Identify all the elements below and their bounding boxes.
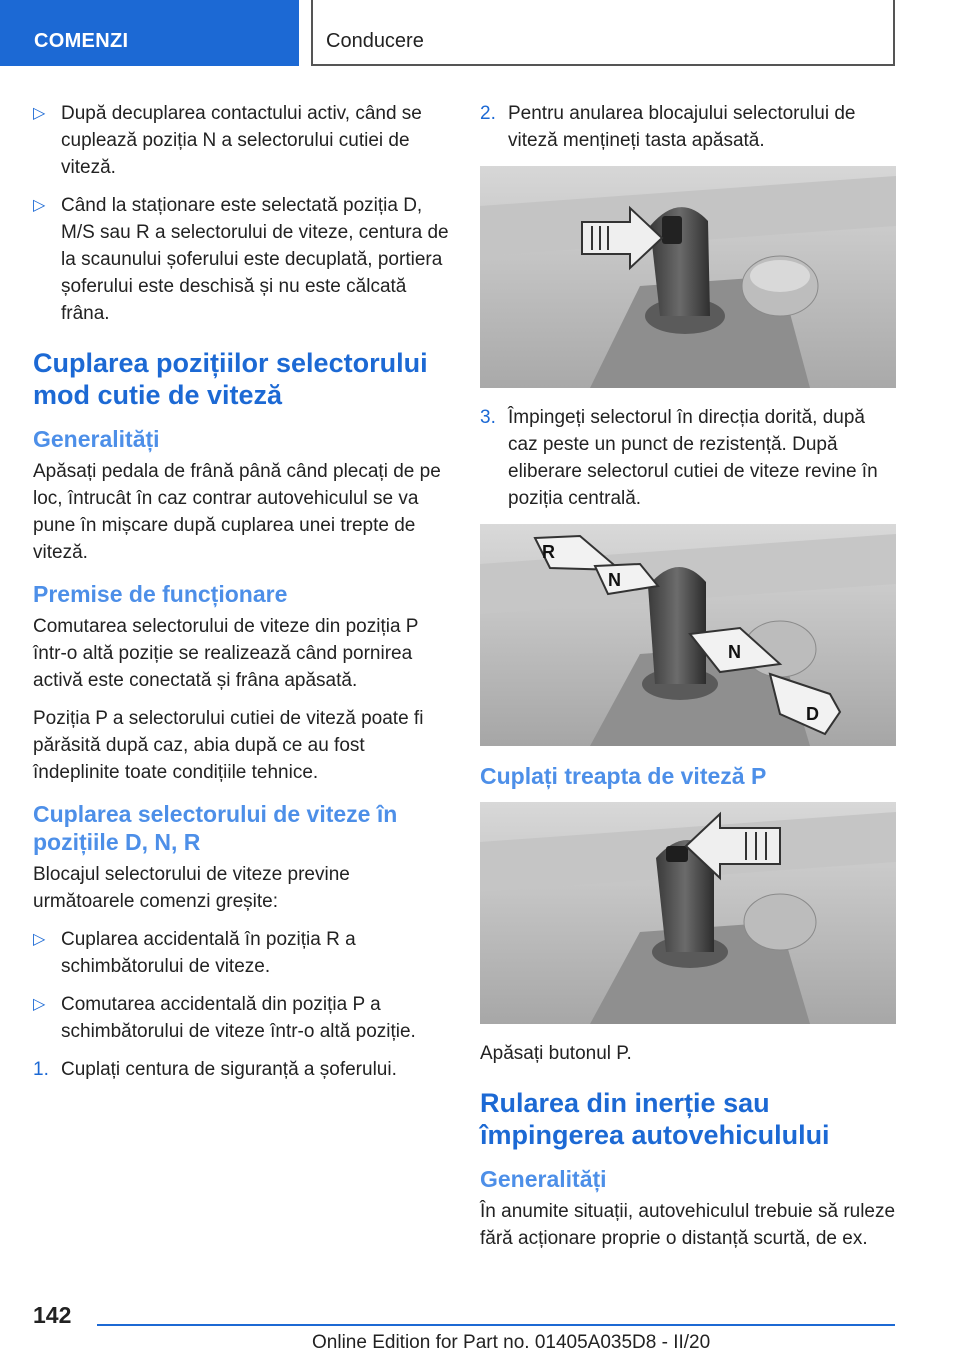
triangle-bullet-icon: ▷ [33,931,46,948]
step-number: 3. [480,407,496,428]
figure-selector-unlock [480,166,896,388]
selector-directions-illustration [480,524,896,746]
figure-label-n-lower: N [728,642,741,662]
list-item [33,192,453,327]
list-item [33,926,453,980]
step-item-1 [33,1056,453,1083]
p-button-illustration [480,802,896,1024]
paragraph-generalitati-2: În anumite situații, autovehiculul trebuie să ruleze fără acționare proprie o distanță scurtă, de ex. [480,1201,896,1249]
list-item [33,991,453,1045]
triangle-bullet-icon: ▷ [33,996,46,1013]
step-text: Pentru anularea blocajului selectorului de viteză mențineți tasta apăsată. [508,103,856,151]
selector-unlock-illustration [480,166,896,388]
right-column [480,100,898,1263]
paragraph-premise-2: Poziția P a selectorului cutiei de viteză poate fi părăsită după caz, abia după ce au fost îndeplinite toate condițiile tehnice. [33,708,424,783]
step-item-3 [480,404,898,512]
triangle-bullet-icon: ▷ [33,105,46,122]
list-item-text: Cuplarea accidentală în poziția R a schimbătorului de viteze. [61,929,356,977]
list-item-text: Comutarea accidentală din poziția P a schimbătorului de viteze într-o altă poziție. [61,994,416,1042]
triangle-bullet-icon: ▷ [33,197,46,214]
list-item-text: După decuplarea contactului activ, când se cuplează poziția N a selectorului cutiei de viteză. [61,103,422,178]
step-text: Împingeți selectorul în direcția dorită, după caz peste un punct de rezistență. După eliberare selectorul cutiei de viteze revine în poziția centrală. [508,407,878,509]
list-item-text: Când la staționare este selectată poziția D, M/S sau R a selectorului de viteze, centura de la scaunului șoferului este decuplată, portiera șoferului este deschisă și nu este călcată frâna. [61,195,449,324]
paragraph-p-button: Apăsați butonul P. [480,1043,632,1064]
step-number: 1. [33,1059,49,1080]
step-item-2 [480,100,898,154]
header-section-label: COMENZI [34,30,129,52]
header-chapter-label: Conducere [326,30,424,52]
header-section-tab [0,0,299,66]
footer-divider [97,1324,895,1326]
list-item [33,100,453,181]
section-heading-cuplare: Cuplarea pozițiilor selectorului mod cutie de viteză [33,348,428,410]
figure-selector-directions [480,524,896,746]
page-number: 142 [33,1302,72,1328]
figure-p-button [480,802,896,1024]
subheading-premise: Premise de funcționare [33,581,288,607]
subheading-generalitati-2: Generalități [480,1166,607,1192]
footer-edition: Online Edition for Part no. 01405A035D8 - II/20 [312,1332,711,1353]
subheading-p: Cuplați treapta de viteză P [480,763,767,789]
header-chapter-tab [311,0,895,66]
paragraph-generalitati: Apăsați pedala de frână până când plecați de pe loc, întrucât în caz contrar autovehiculul se va pune în mișcare după cuplarea unei trepte de viteză. [33,461,441,563]
step-number: 2. [480,103,496,124]
paragraph-premise-1: Comutarea selectorului de viteze din poziția P într-o altă poziție se realizează când pornirea activă este conectată și frâna apăsată. [33,616,419,691]
step-text: Cuplați centura de siguranță a șoferului. [61,1059,397,1080]
paragraph-dnr: Blocajul selectorului de viteze previne următoarele comenzi greșite: [33,864,350,912]
left-column [33,100,453,1094]
figure-label-d: D [806,704,819,724]
subheading-generalitati: Generalități [33,426,160,452]
subheading-dnr: Cuplarea selectorului de viteze în pozițiile D, N, R [33,801,398,855]
figure-label-r: R [542,542,555,562]
figure-label-n-upper: N [608,570,621,590]
section-heading-rulare: Rularea din inerție sau împingerea autovehiculului [480,1088,830,1150]
